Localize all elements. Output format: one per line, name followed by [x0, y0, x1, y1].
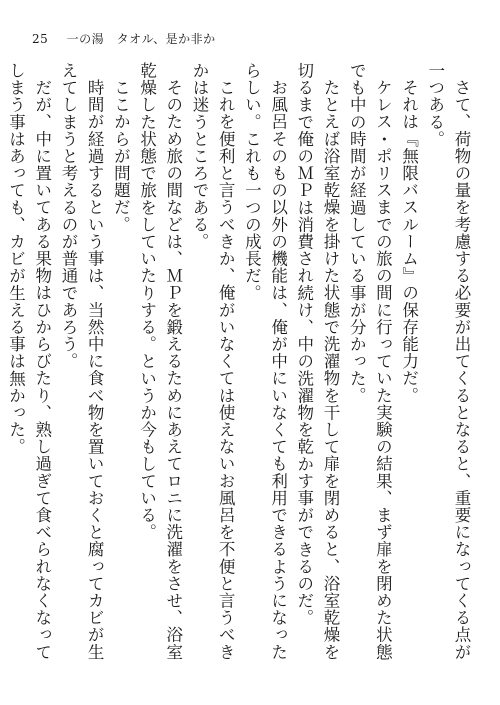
paragraph: お風呂そのもの以外の機能は、俺が中にいなくても利用できるようになったらしい。これも一つの成長だ。	[242, 62, 288, 660]
page-number: 25	[32, 32, 49, 46]
paragraph: だが、中に置いてある果物はひからびたり、熟し過ぎて食べられなくなってしまう事はあっても、カビが生える事は無かった。	[6, 62, 52, 660]
chapter-title: 一の湯 タオル、是か非か	[66, 32, 216, 46]
paragraph: ケレス・ポリスまでの旅の間に行っていた実験の結果、まず扉を閉めた状態でも中の時間が経過している事が分かった。	[347, 62, 393, 660]
paragraph: ここからが問題だ。	[111, 78, 131, 233]
paragraph: さて、荷物の量を考慮する必要が出てくるとなると、重要になってくる点が一つある。	[425, 62, 471, 660]
paragraph: そのため旅の間などは、ＭＰを鍛えるためにあえてロニに洗濯をさせ、浴室乾燥した状態で旅をしていたりする。というか今もしている。	[137, 62, 183, 660]
paragraph: 時間が経過するという事は、当然中に食べ物を置いておくと腐ってカビが生えてしまうと考えるのが普通であろう。	[58, 62, 105, 660]
running-header	[32, 30, 216, 47]
paragraph: それは『無限バスルーム』の保存能力だ。	[399, 78, 419, 404]
paragraph	[0, 62, 2, 662]
paragraph: これを便利と言うべきか、俺がいなくては使えないお風呂を不便と言うべきかは迷うところである。	[189, 62, 236, 660]
paragraph: たとえば浴室乾燥を掛けた状態で洗濯物を干して扉を閉めると、浴室乾燥を切るまで俺のＭＰは消費され続け、中の洗濯物を乾かす事ができるのだ。	[294, 62, 340, 660]
body-text	[6, 62, 474, 662]
